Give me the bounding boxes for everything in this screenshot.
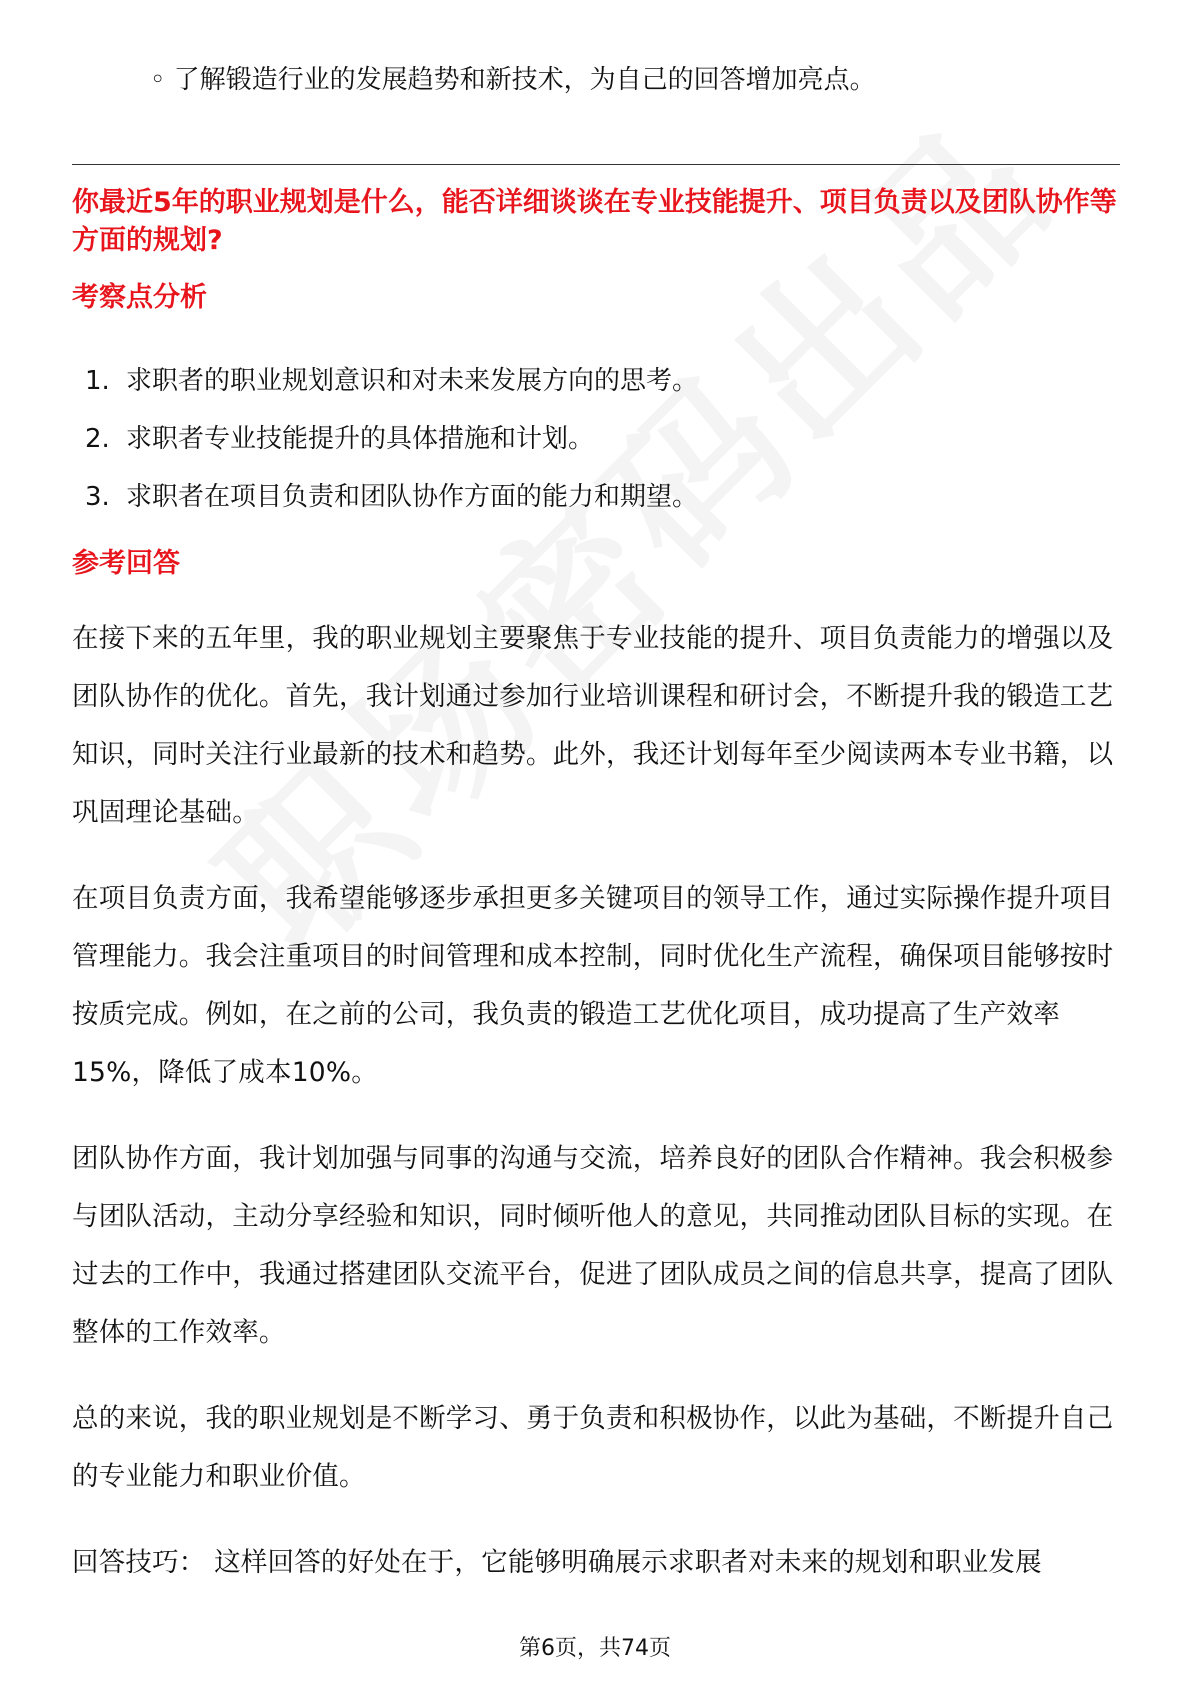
list-item-text: 求职者的职业规划意识和对未来发展方向的思考。 bbox=[126, 366, 699, 396]
answer-paragraph: 在接下来的五年里，我的职业规划主要聚焦于专业技能的提升、项目负责能力的增强以及团队协作的优化。首先，我计划通过参加行业培训课程和研讨会，不断提升我的锻造工艺知识，同时关注行业最新的技术和趋势。此外，我还计划每年至少阅读两本专业书籍，以巩固理论基础。 bbox=[72, 623, 1114, 828]
answer-paragraph: 在项目负责方面，我希望能够逐步承担更多关键项目的领导工作，通过实际操作提升项目管理能力。我会注重项目的时间管理和成本控制，同时优化生产流程，确保项目能够按时按质完成。例如，在之前的公司，我负责的锻造工艺优化项目，成功提高了生产效率15%，降低了成本10%。 bbox=[72, 883, 1114, 1088]
answer-tips-paragraph: 回答技巧： 这样回答的好处在于，它能够明确展示求职者对未来的规划和职业发展 bbox=[72, 1547, 1042, 1578]
list-item-text: 求职者专业技能提升的具体措施和计划。 bbox=[126, 424, 595, 454]
list-item bbox=[85, 468, 698, 526]
answer-paragraph: 团队协作方面，我计划加强与同事的沟通与交流，培养良好的团队合作精神。我会积极参与团队活动，主动分享经验和知识，同时倾听他人的意见，共同推动团队目标的实现。在过去的工作中，我通过搭建团队交流平台，促进了团队成员之间的信息共享，提高了团队整体的工作效率。 bbox=[72, 1143, 1114, 1348]
list-item-number: 2. bbox=[85, 424, 110, 454]
analysis-points-list bbox=[85, 352, 698, 526]
analysis-title: 考察点分析 bbox=[72, 282, 207, 313]
list-item-number: 1. bbox=[85, 366, 110, 396]
list-item bbox=[85, 352, 698, 410]
top-bullet-item: ◦ 了解锻造行业的发展趋势和新技术，为自己的回答增加亮点。 bbox=[150, 65, 876, 95]
page-number-footer: 第6页，共74页 bbox=[519, 1636, 671, 1661]
list-item bbox=[85, 410, 698, 468]
reference-answer-title: 参考回答 bbox=[72, 548, 180, 579]
list-item-number: 3. bbox=[85, 482, 110, 512]
list-item-text: 求职者在项目负责和团队协作方面的能力和期望。 bbox=[126, 482, 699, 512]
answer-paragraph: 总的来说，我的职业规划是不断学习、勇于负责和积极协作，以此为基础，不断提升自己的专业能力和职业价值。 bbox=[72, 1403, 1114, 1492]
section-divider bbox=[72, 164, 1120, 165]
question-heading: 你最近5年的职业规划是什么，能否详细谈谈在专业技能提升、项目负责以及团队协作等方面的规划? bbox=[72, 187, 1117, 256]
